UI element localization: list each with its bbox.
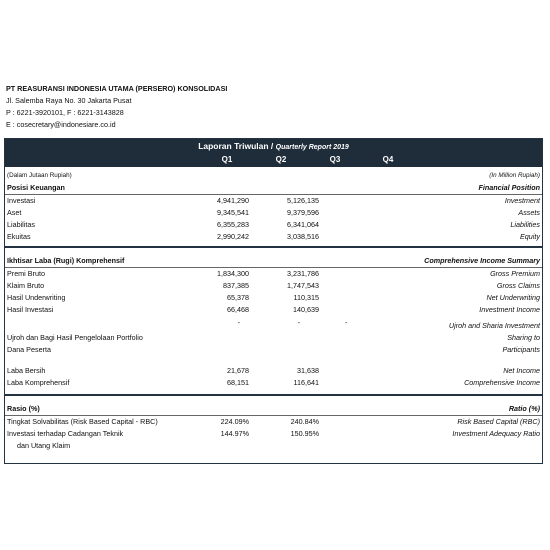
row-q1: 9,345,541 xyxy=(217,208,249,217)
table-row xyxy=(5,268,542,279)
row-en: Liabilities xyxy=(510,220,540,229)
table-row xyxy=(5,207,542,218)
row-label-2: dan Utang Klaim xyxy=(17,441,71,450)
section-heading: Rasio (%) xyxy=(7,404,40,413)
row-q2: 140,639 xyxy=(293,305,319,314)
row-en: Net Income xyxy=(503,366,540,375)
row-label: Laba Bersih xyxy=(7,366,46,375)
row-q1: 66,468 xyxy=(227,305,249,314)
section-heading: Posisi Keuangan xyxy=(7,183,65,192)
company-phone: P : 6221-3920101, F : 6221-3143828 xyxy=(6,108,124,117)
header-q1: Q1 xyxy=(221,155,233,164)
dash-q1: - xyxy=(237,318,240,327)
report-header xyxy=(5,139,542,167)
table-row xyxy=(5,292,542,303)
sharia-row-2 xyxy=(5,344,542,355)
section-heading: Ikhtisar Laba (Rugi) Komprehensif xyxy=(7,256,125,265)
row-label: Investasi terhadap Cadangan Teknik xyxy=(7,429,124,438)
table-row xyxy=(5,219,542,230)
table-row xyxy=(5,377,542,388)
table-row xyxy=(5,416,542,427)
row-en: Assets xyxy=(518,208,540,217)
header-q2: Q2 xyxy=(275,155,287,164)
sharia-en-row-1 xyxy=(5,320,542,331)
row-en: Equity xyxy=(520,232,540,241)
section-ratio xyxy=(5,403,542,414)
section-financial-position xyxy=(5,182,542,193)
sharia-label-2: Dana Peserta xyxy=(7,345,51,354)
row-q1: 1,834,300 xyxy=(217,269,249,278)
sharia-en-1: Ujroh and Sharia Investment xyxy=(448,321,540,330)
row-label: Klaim Bruto xyxy=(7,281,45,290)
dash-q3: - xyxy=(345,318,348,327)
section-divider xyxy=(5,394,542,396)
table-row xyxy=(5,231,542,242)
section-divider xyxy=(5,246,542,248)
report-title xyxy=(5,141,542,151)
row-label: Liabilitas xyxy=(7,220,35,229)
row-q2: 3,231,786 xyxy=(287,269,319,278)
row-en: Investment xyxy=(504,196,540,205)
row-q1: 21,678 xyxy=(227,366,249,375)
row-q2: 3,038,516 xyxy=(287,232,319,241)
row-label: Investasi xyxy=(7,196,36,205)
table-row xyxy=(5,304,542,315)
company-info xyxy=(6,83,227,131)
row-label: Ekuitas xyxy=(7,232,31,241)
unit-row xyxy=(5,170,542,181)
row-q2: 116,641 xyxy=(293,378,319,387)
sharia-row-1 xyxy=(5,332,542,343)
row-q1: 224.09% xyxy=(220,417,249,426)
row-q2: 6,341,064 xyxy=(287,220,319,229)
row-en: Investment Income xyxy=(479,305,540,314)
quarterly-report-table xyxy=(4,138,543,464)
report-title-en: Quarterly Report 2019 xyxy=(275,144,349,151)
company-name: PT REASURANSI INDONESIA UTAMA (PERSERO) KONSOLIDASI xyxy=(6,84,228,93)
row-en: Net Underwriting xyxy=(486,293,540,302)
table-row xyxy=(5,365,542,376)
company-address: Jl. Salemba Raya No. 30 Jakarta Pusat xyxy=(6,96,132,105)
row-en: Gross Premium xyxy=(490,269,540,278)
row-q2: 9,379,596 xyxy=(287,208,319,217)
section-heading-en: Financial Position xyxy=(478,183,540,192)
table-row xyxy=(5,195,542,206)
row-q2: 5,126,135 xyxy=(287,196,319,205)
row-q1: 144.97% xyxy=(220,429,249,438)
company-email: E : cosecretary@indonesiare.co.id xyxy=(6,120,116,129)
unit-id: (Dalam Jutaan Rupiah) xyxy=(7,172,72,179)
dash-q2: - xyxy=(297,318,300,327)
sharia-label-1: Ujroh dan Bagi Hasil Pengelolaan Portfolio xyxy=(7,333,143,342)
row-q1: 65,378 xyxy=(227,293,249,302)
row-q1: 68,151 xyxy=(227,378,249,387)
row-en: Investment Adequacy Ratio xyxy=(452,429,540,438)
table-row xyxy=(5,428,542,439)
row-q1: 837,385 xyxy=(223,281,249,290)
row-en: Risk Based Capital (RBC) xyxy=(457,417,540,426)
report-title-id: Laporan Triwulan / xyxy=(198,141,276,151)
row-label: Hasil Underwriting xyxy=(7,293,66,302)
section-heading-en: Ratio (%) xyxy=(508,404,540,413)
table-row xyxy=(5,280,542,291)
row-q2: 150.95% xyxy=(290,429,319,438)
row-q2: 240.84% xyxy=(290,417,319,426)
row-label: Laba Komprehensif xyxy=(7,378,70,387)
row-q2: 31,638 xyxy=(297,366,319,375)
header-q4: Q4 xyxy=(382,155,394,164)
row-q1: 2,990,242 xyxy=(217,232,249,241)
section-income xyxy=(5,255,542,266)
row-q2: 110,315 xyxy=(293,293,319,302)
row-label: Premi Bruto xyxy=(7,269,45,278)
row-q1: 4,941,290 xyxy=(217,196,249,205)
row-q2: 1,747,543 xyxy=(287,281,319,290)
sharia-en-2: Sharing to xyxy=(507,333,540,342)
row-label: Tingkat Solvabilitas (Risk Based Capital - RBC) xyxy=(7,417,158,426)
section-heading-en: Comprehensive Income Summary xyxy=(424,256,540,265)
row-en: Gross Claims xyxy=(496,281,540,290)
row-en: Comprehensive Income xyxy=(464,378,540,387)
unit-en: (In Million Rupiah) xyxy=(489,172,540,179)
row-label: Aset xyxy=(7,208,22,217)
header-q3: Q3 xyxy=(329,155,341,164)
table-row-continuation xyxy=(5,440,542,451)
sharia-en-3: Participants xyxy=(502,345,540,354)
row-q1: 6,355,283 xyxy=(217,220,249,229)
row-label: Hasil Investasi xyxy=(7,305,54,314)
